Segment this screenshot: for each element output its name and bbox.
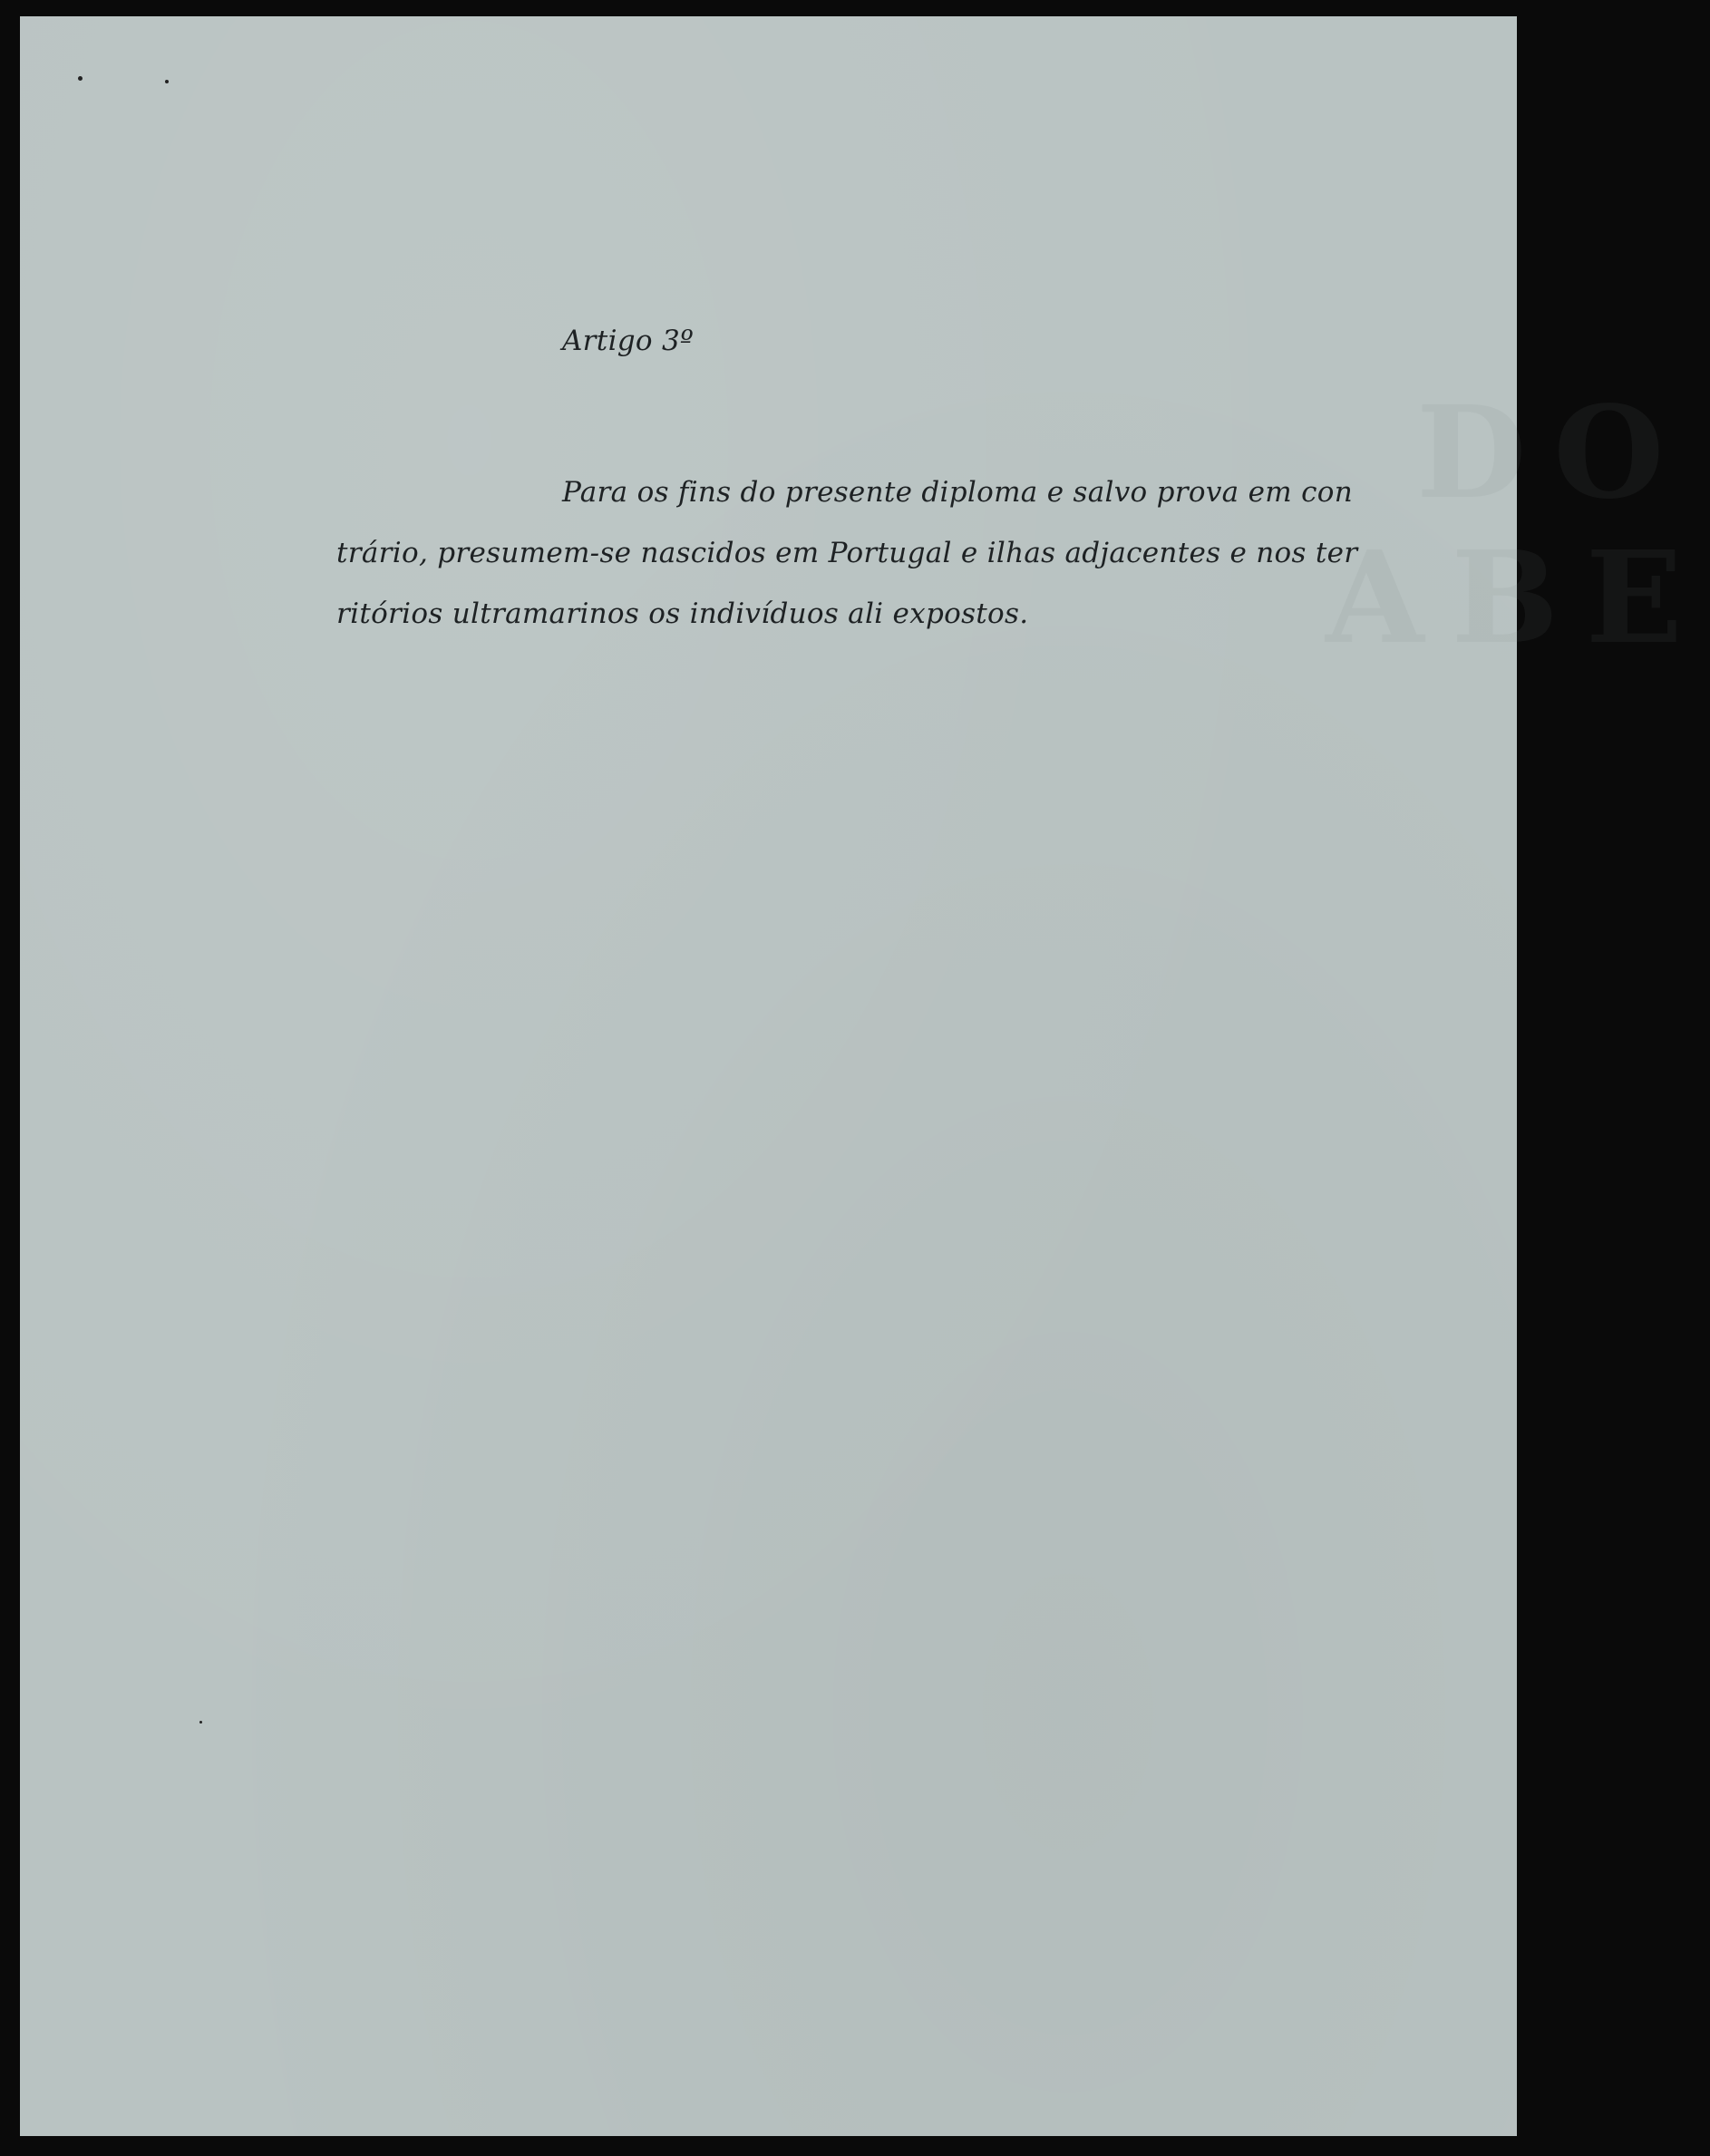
watermark-bleedthrough: DO bbox=[1416, 379, 1692, 528]
paper-speck bbox=[78, 76, 83, 81]
watermark-bleedthrough: ABE bbox=[1326, 524, 1710, 673]
paragraph-line: trário, presumem-se nascidos em Portugal e ilhas adjacentes e nos ter bbox=[336, 537, 1358, 569]
paper-speck bbox=[165, 80, 169, 83]
paper-speck bbox=[199, 1721, 202, 1724]
document-page bbox=[20, 16, 1710, 2136]
paragraph-line: Para os fins do presente diploma e salvo prova em con bbox=[562, 476, 1354, 509]
paragraph-line: ritórios ultramarinos os indivíduos ali expostos. bbox=[336, 597, 1029, 630]
article-heading: Artigo 3º bbox=[562, 325, 694, 357]
